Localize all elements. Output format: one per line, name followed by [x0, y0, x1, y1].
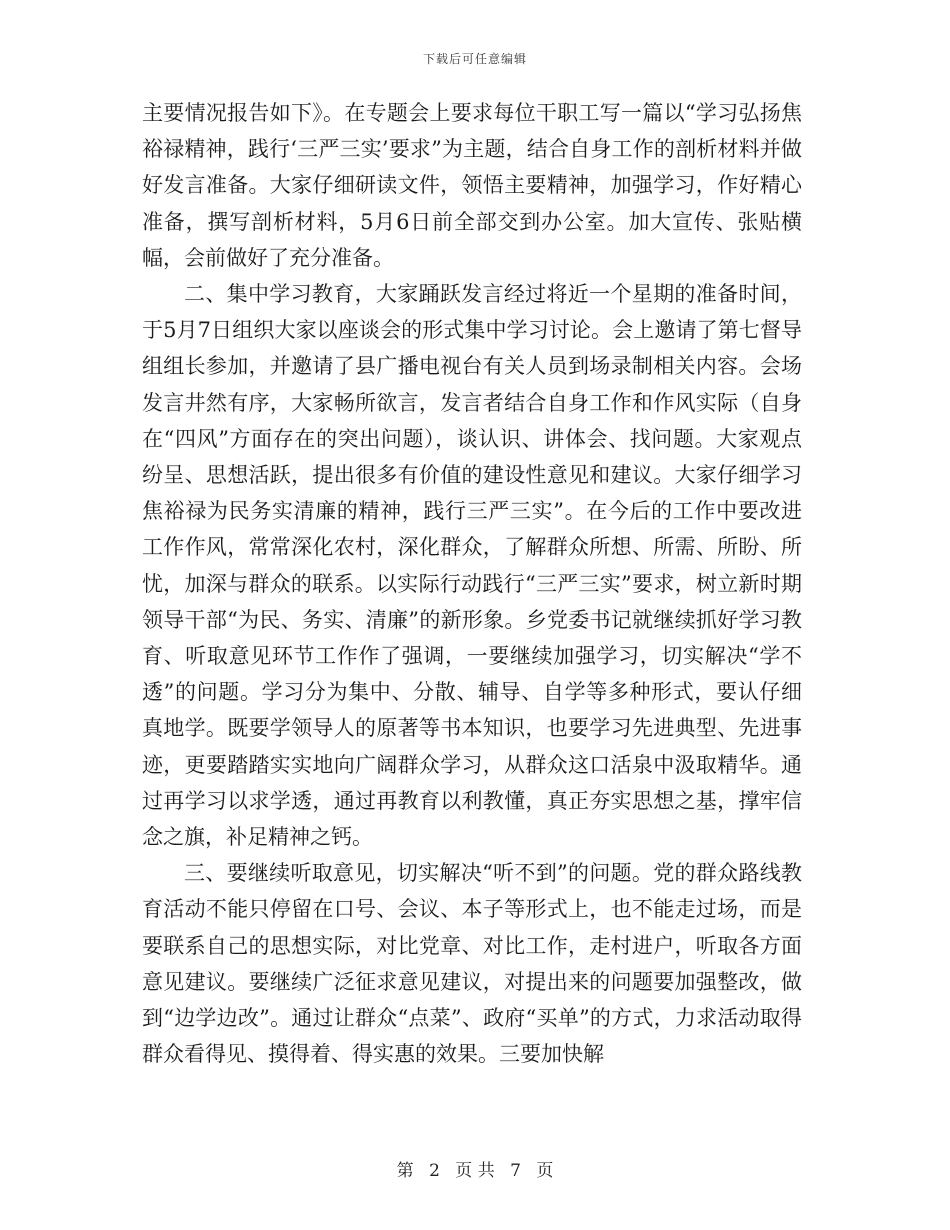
- paragraph-2: 二、集中学习教育，大家踊跃发言经过将近一个星期的准备时间，于5月7日组织大家以座谈会的形式集中学习讨论。会上邀请了第七督导组组长参加，并邀请了县广播电视台有关人员到场录制相关内容。会场发言井然有序，大家畅所欲言，发言者结合自身工作和作风实际（自身在“四风”方面存在的突出问题），谈认识、讲体会、找问题。大家观点纷呈、思想活跃，提出很多有价值的建设性意见和建议。大家仔细学习焦裕禄为民务实清廉的精神，践行三严三实”。在今后的工作中要改进工作作风，常常深化农村，深化群众，了解群众所想、所需、所盼、所忧，加深与群众的联系。以实际行动践行“三严三实”要求，树立新时期领导干部“为民、务实、清廉”的新形象。乡党委书记就继续抓好学习教育、听取意见环节工作作了强调，一要继续加强学习，切实解决“学不透”的问题。学习分为集中、分散、辅导、自学等多种形式，要认仔细真地学。既要学领导人的原著等书本知识，也要学习先进典型、先进事迹，更要踏踏实实地向广阔群众学习，从群众这口活泉中汲取精华。通过再学习以求学透，通过再教育以利教懂，真正夯实思想之基，撑牢信念之旗，补足精神之钙。: [142, 282, 802, 850]
- footer-suffix: 页: [536, 1161, 554, 1181]
- current-page-number: 2: [429, 1161, 440, 1181]
- document-body: [142, 95, 802, 1072]
- paragraph-1: 主要情况报告如下》。在专题会上要求每位干职工写一篇以“学习弘扬焦裕禄精神，践行‘三严三实’要求”为主题，结合自身工作的剖析材料并做好发言准备。大家仔细研读文件，领悟主要精神，加强学习，作好精心准备，撰写剖析材料，5月6日前全部交到办公室。加大宣传、张贴横幅，会前做好了充分准备。: [142, 101, 802, 270]
- paragraph-3: 三、要继续听取意见，切实解决“听不到”的问题。党的群众路线教育活动不能只停留在口号、会议、本子等形式上，也不能走过场，而是要联系自己的思想实际，对比党章、对比工作，走村进户，听取各方面意见建议。要继续广泛征求意见建议，对提出来的问题要加强整改，做到“边学边改”。通过让群众“点菜”、政府“买单”的方式，力求活动取得群众看得见、摸得着、得实惠的效果。三要加快解: [142, 861, 802, 1067]
- page-header: [0, 50, 950, 67]
- total-pages-number: 7: [510, 1161, 521, 1181]
- footer-prefix: 第: [396, 1161, 414, 1181]
- page-footer: [0, 1156, 950, 1181]
- footer-middle: 页 共: [455, 1161, 495, 1181]
- header-note: 下载后可任意编辑: [422, 52, 527, 66]
